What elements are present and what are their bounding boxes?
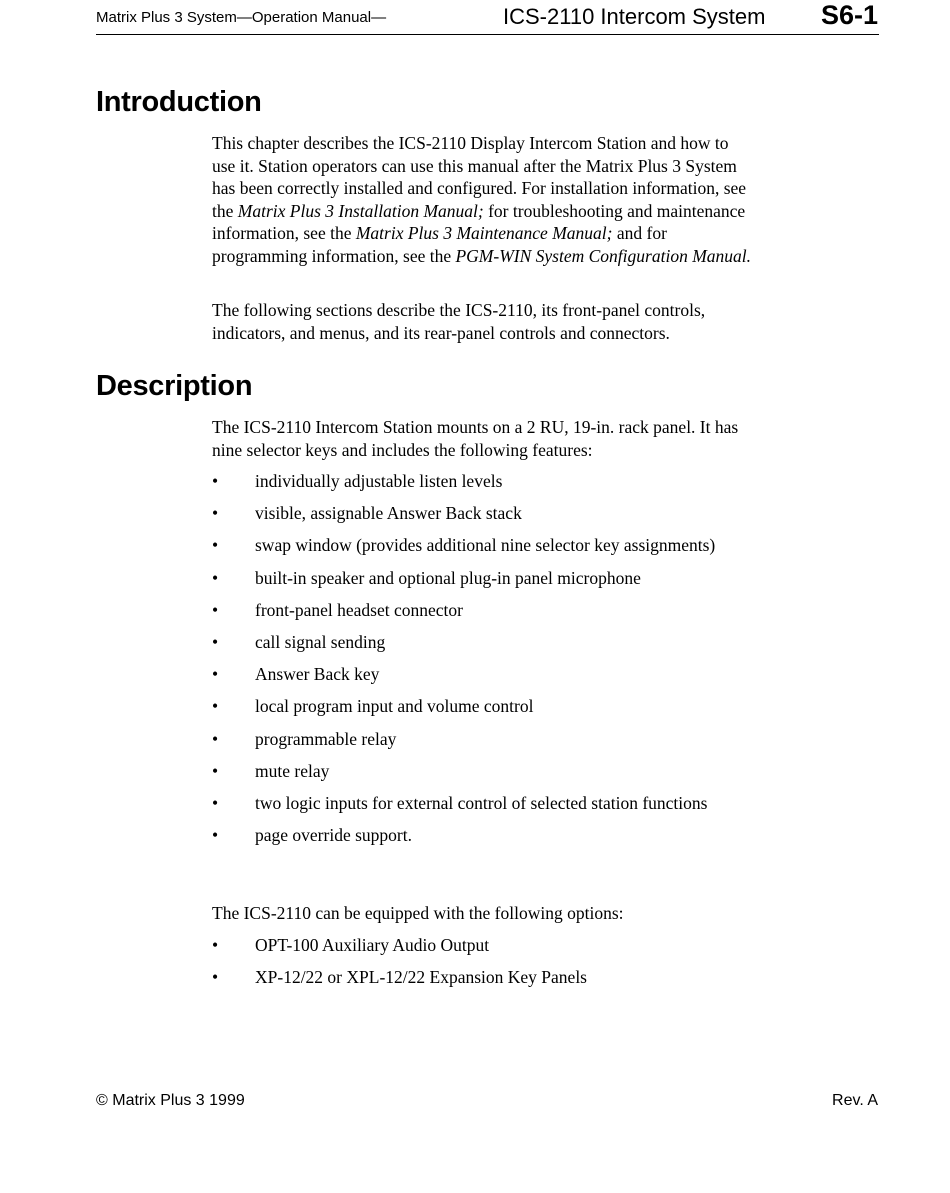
feature-item xyxy=(212,534,752,557)
bullet-icon: • xyxy=(212,503,219,524)
option-item-text: XP-12/22 or XPL-12/22 Expansion Key Panels xyxy=(255,967,587,988)
bullet-icon: • xyxy=(212,825,219,846)
feature-item xyxy=(212,695,752,718)
feature-item xyxy=(212,502,752,525)
bullet-icon: • xyxy=(212,728,219,749)
bullet-icon: • xyxy=(212,471,219,491)
description-paragraph-1: The ICS-2110 Intercom Station mounts on a 2 RU, 19-in. rack panel. It has nine selector keys and includes the following features: xyxy=(212,417,739,460)
intro-paragraph-1 xyxy=(212,132,752,267)
feature-item xyxy=(212,792,752,815)
bullet-icon: • xyxy=(212,792,219,813)
page-header xyxy=(96,0,879,35)
feature-item-text: mute relay xyxy=(255,760,330,781)
manual-title: Matrix Plus 3 System—Operation Manual— xyxy=(96,9,387,26)
installation-manual-ref: Matrix Plus 3 Installation Manual; xyxy=(237,200,484,221)
options-intro: The ICS-2110 can be equipped with the following options: xyxy=(212,903,624,923)
feature-item-text: local program input and volume control xyxy=(255,696,534,717)
feature-item xyxy=(212,599,752,622)
feature-item-text: two logic inputs for external control of selected station functions xyxy=(255,792,708,813)
feature-item-text: Answer Back key xyxy=(255,664,380,685)
copyright: © Matrix Plus 3 1999 xyxy=(96,1092,245,1109)
intro-text-a: This chapter describes the ICS-2110 Display Intercom Station and how to use it. Station operators can use this manual after the Matrix Plus 3 System has been correctly installed and configured. For installation information, see the xyxy=(212,133,747,221)
bullet-icon: • xyxy=(212,760,219,781)
intro-paragraph-2: The following sections describe the ICS-2110, its front-panel controls, indicators, and menus, and its rear-panel controls and connectors. xyxy=(212,300,706,343)
feature-item-text: call signal sending xyxy=(255,631,386,652)
options-list xyxy=(212,934,752,998)
bullet-icon: • xyxy=(212,535,219,556)
bullet-icon: • xyxy=(212,664,219,685)
feature-item xyxy=(212,567,752,590)
feature-item-text: individually adjustable listen levels xyxy=(255,471,503,491)
page-number: S6-1 xyxy=(820,0,878,30)
introduction-heading: Introduction xyxy=(96,86,262,118)
feature-item-text: swap window (provides additional nine selector key assignments) xyxy=(255,535,716,556)
option-item-text: OPT-100 Auxiliary Audio Output xyxy=(255,935,490,955)
feature-item-text: visible, assignable Answer Back stack xyxy=(255,503,522,524)
bullet-icon: • xyxy=(212,599,219,620)
intro-text-c: and for programming information, see the xyxy=(212,223,667,266)
feature-item xyxy=(212,663,752,686)
option-item xyxy=(212,934,752,957)
feature-item xyxy=(212,470,752,493)
option-item xyxy=(212,966,752,989)
bullet-icon: • xyxy=(212,935,219,955)
maintenance-manual-ref: Matrix Plus 3 Maintenance Manual; xyxy=(355,223,613,243)
features-list xyxy=(212,470,752,856)
bullet-icon: • xyxy=(212,696,219,717)
feature-item-text: front-panel headset connector xyxy=(255,599,463,620)
feature-item xyxy=(212,631,752,654)
bullet-icon: • xyxy=(212,967,219,988)
feature-item xyxy=(212,728,752,751)
description-heading: Description xyxy=(96,370,253,402)
chapter-title: ICS-2110 Intercom System xyxy=(503,4,766,29)
config-manual-ref: PGM-WIN System Configuration Manual. xyxy=(455,245,752,266)
feature-item xyxy=(212,760,752,783)
bullet-icon: • xyxy=(212,631,219,652)
intro-text-b: for troubleshooting and maintenance information, see the xyxy=(212,200,746,243)
feature-item-text: programmable relay xyxy=(255,728,397,749)
feature-item-text: page override support. xyxy=(255,825,412,846)
feature-item xyxy=(212,824,752,847)
revision: Rev. A xyxy=(832,1092,878,1109)
bullet-icon: • xyxy=(212,567,219,588)
feature-item-text: built-in speaker and optional plug-in panel microphone xyxy=(255,567,641,588)
